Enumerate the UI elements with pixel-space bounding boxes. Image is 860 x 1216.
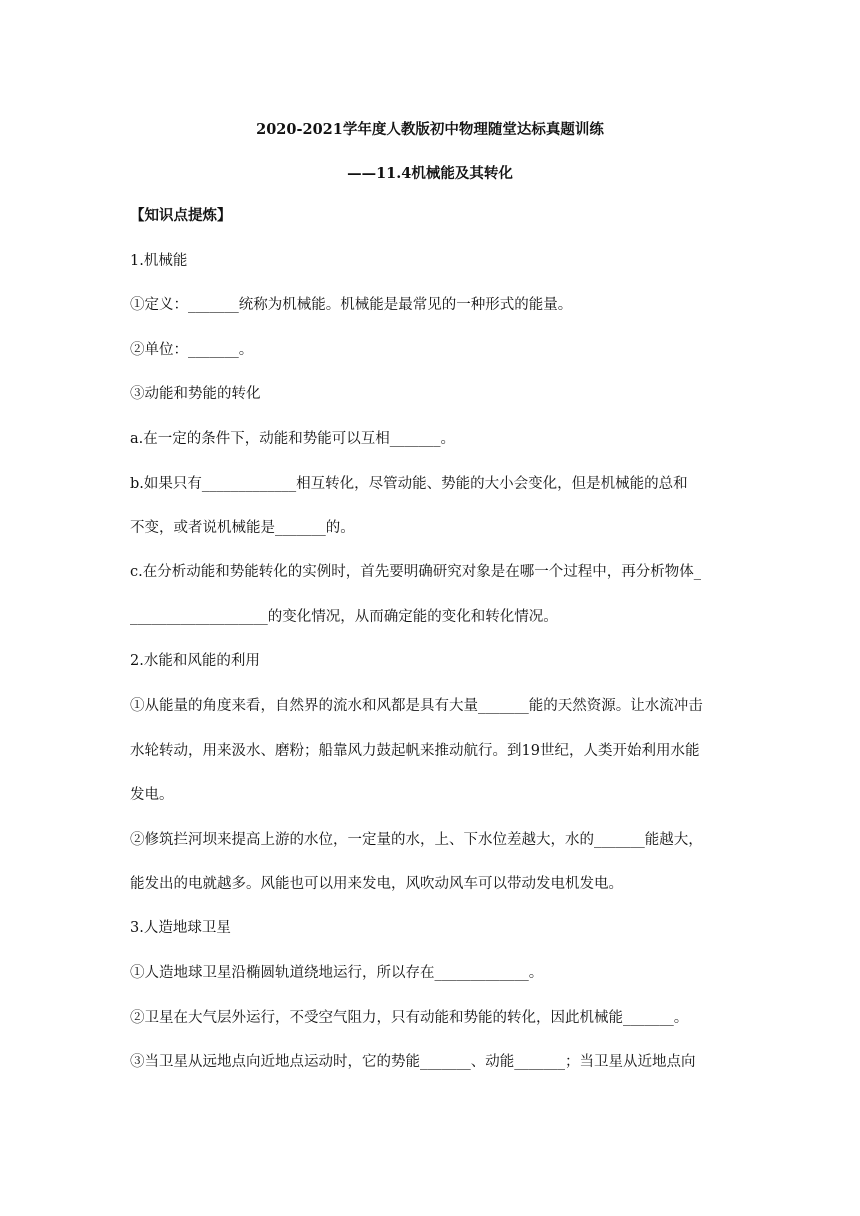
text-line: 3.人造地球卫星: [130, 920, 231, 936]
text-line: 不变，或者说机械能是_______的。: [130, 520, 355, 536]
text-line: ③当卫星从远地点向近地点运动时，它的势能_______、动能_______；当卫星从近地点向: [130, 1054, 696, 1070]
section-heading: 【知识点提炼】: [130, 207, 232, 224]
text-line: ③动能和势能的转化: [130, 386, 261, 402]
text-line: ②卫星在大气层外运行，不受空气阻力，只有动能和势能的转化，因此机械能_______。: [130, 1010, 689, 1026]
text-line: 能发出的电就越多。风能也可以用来发电，风吹动风车可以带动发电机发电。: [130, 876, 623, 892]
text-line: ①定义：_______统称为机械能。机械能是最常见的一种形式的能量。: [130, 297, 573, 313]
document-title: 2020-2021学年度人教版初中物理随堂达标真题训练: [256, 121, 604, 138]
text-line: ①从能量的角度来看，自然界的流水和风都是具有大量_______能的天然资源。让水流冲击: [130, 698, 703, 714]
document-subtitle: ——11.4机械能及其转化: [347, 165, 513, 182]
text-line: 1.机械能: [130, 253, 188, 269]
text-line: ___________________的变化情况，从而确定能的变化和转化情况。: [130, 609, 558, 625]
text-line: 2.水能和风能的利用: [130, 653, 260, 669]
text-line: ②修筑拦河坝来提高上游的水位，一定量的水，上、下水位差越大，水的_______能越大，: [130, 832, 703, 848]
text-line: ②单位：_______。: [130, 342, 254, 358]
text-line: c.在分析动能和势能转化的实例时，首先要明确研究对象是在哪一个过程中，再分析物体_: [130, 564, 701, 580]
text-line: a.在一定的条件下，动能和势能可以互相_______。: [130, 431, 456, 447]
text-line: 发电。: [130, 787, 174, 803]
text-line: ①人造地球卫星沿椭圆轨道绕地运行，所以存在_____________。: [130, 965, 544, 981]
text-line: 水轮转动，用来汲水、磨粉；船靠风力鼓起帆来推动航行。到19世纪，人类开始利用水能: [130, 743, 700, 759]
text-line: b.如果只有_____________相互转化，尽管动能、势能的大小会变化，但是机械能的总和: [130, 476, 688, 492]
